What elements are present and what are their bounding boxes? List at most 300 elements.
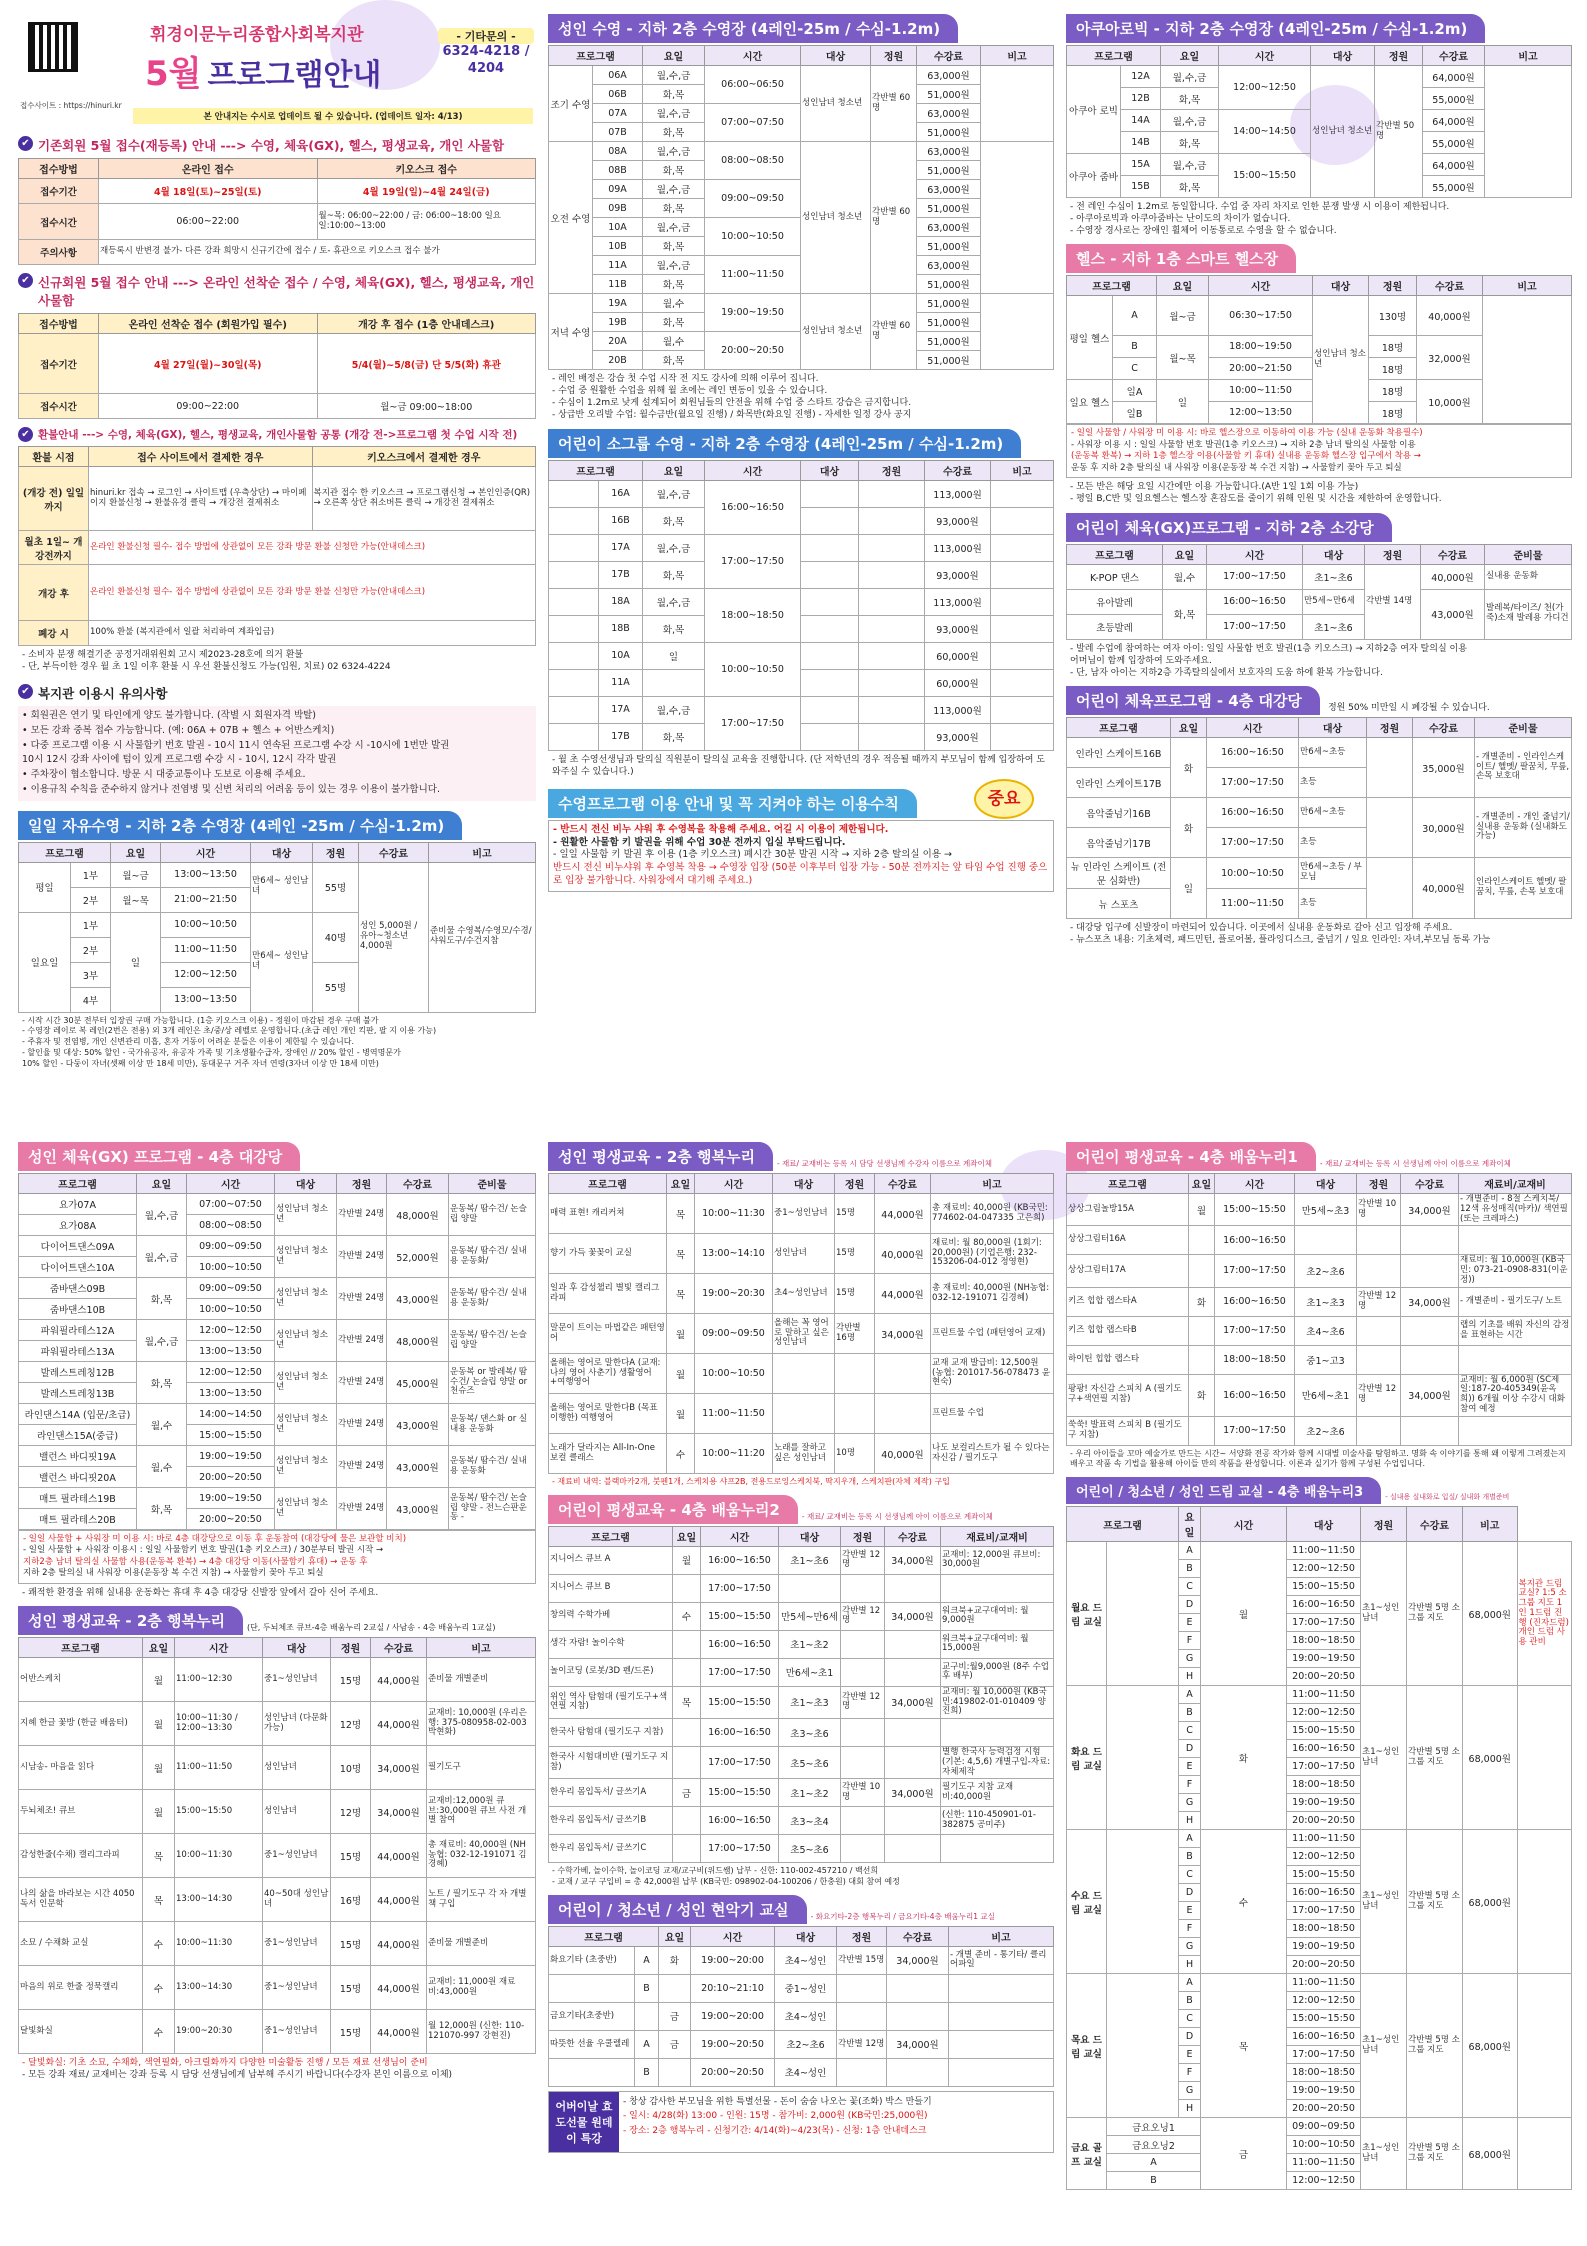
cell: 각반별 24명 xyxy=(337,1278,387,1320)
cell: 초1~성인남녀 xyxy=(1361,1830,1407,1974)
cell xyxy=(673,1835,701,1863)
cell: 온라인 접수 xyxy=(99,159,318,179)
cell: 09:00~09:50 xyxy=(187,1236,275,1257)
th: 시간 xyxy=(1201,1507,1287,1542)
table-row xyxy=(19,1194,536,1215)
note-line: - 주휴자 및 전염병, 개인 신변관리 미흡, 혼자 거동이 어려운 분들은 이용이 제한될 수 있습니다. xyxy=(22,1037,355,1047)
th: 대상 xyxy=(275,1174,337,1194)
th: 프로그램 xyxy=(1067,1174,1189,1194)
table-row xyxy=(549,1807,1054,1835)
cell: 16:00~16:50 xyxy=(1287,1740,1361,1758)
kids-swim-title: 어린이 소그룹 수영 - 지하 2층 수영장 (4레인-25m / 수심-1.2m) xyxy=(548,429,1021,458)
cell: 수 xyxy=(667,1434,695,1474)
cell: 감성한줄(수채) 캘리그라피 xyxy=(19,1834,143,1878)
cell xyxy=(1401,1226,1459,1255)
cell: 성인남녀 청소년 xyxy=(801,142,871,294)
site-label[interactable]: 접수사이트 : https://hinuri.kr xyxy=(20,101,122,110)
th: 요일 xyxy=(673,1526,701,1546)
cell: 15:00~15:50 xyxy=(701,1602,779,1630)
cell: 월,수,금 xyxy=(137,1194,187,1236)
th: 정원 xyxy=(1369,276,1417,296)
cell: 15:00~15:50 xyxy=(175,1790,263,1834)
table-row xyxy=(19,1236,536,1257)
cell: 16:00~16:50 xyxy=(701,1630,779,1658)
cell: 월 xyxy=(143,1658,175,1702)
adult-gx-table xyxy=(18,1173,536,1530)
cell: 아쿠아 로빅 xyxy=(1067,66,1121,154)
cell: 화,목 xyxy=(1161,88,1219,110)
cell: 15:00~15:50 xyxy=(1287,2010,1361,2028)
cell: 16:00~16:50 xyxy=(701,1546,779,1574)
cell xyxy=(949,2058,1054,2086)
th: 수강료 xyxy=(885,1526,941,1546)
daily-swim-table xyxy=(18,842,536,1013)
cell: 52,000원 xyxy=(387,1236,449,1278)
cell: 초3~초4 xyxy=(779,1807,841,1835)
cell: 복지관 접수 한 키오스크 → 프로그램신청 → 본인인증(QR) → 오른쪽 상단 취소버튼 클릭 → 개강전 결제취소 xyxy=(312,467,536,531)
cell: 12B xyxy=(1121,88,1161,110)
cell xyxy=(1357,1316,1401,1345)
cell: 키오스크에서 결제한 경우 xyxy=(312,447,536,467)
cell: 일 xyxy=(1171,858,1207,919)
cell: 온라인 환불신청 필수- 접수 방법에 상관없이 모든 강좌 방문 환불 신청만 가능(안내데스크) xyxy=(89,565,536,621)
cell: 20:00~20:50 xyxy=(691,2058,775,2086)
cell: 51,000원 xyxy=(917,275,981,294)
cell: 상상그림터17A xyxy=(1067,1255,1189,1287)
kids-sport-title: 어린이 체육프로그램 - 4층 대강당 xyxy=(1066,686,1320,715)
cell: 초등 xyxy=(1299,768,1367,798)
cell: 평일 xyxy=(19,862,71,912)
teaser-body xyxy=(619,2092,936,2152)
table-row xyxy=(549,1946,1054,1974)
cell xyxy=(835,1394,875,1434)
cell: 19:00~19:50 xyxy=(1287,1650,1361,1668)
cell: 11:00~11:50 xyxy=(1287,2154,1361,2172)
cell xyxy=(801,615,859,642)
cell: 중1~성인남녀 xyxy=(263,2010,331,2054)
cell xyxy=(801,534,859,561)
kids-edu2-title: 어린이 평생교육 - 4층 배움누리2 xyxy=(548,1495,798,1524)
cell: 19:00~20:30 xyxy=(175,2010,263,2054)
note-line: - 수학가베, 놀이수학, 놀이코딩 교재/교구비(위드쌤) 납부 - 신한: 110-002-457210 / 백선희 xyxy=(552,1866,879,1876)
cell: 20B xyxy=(593,351,643,370)
cell: E xyxy=(1179,1902,1201,1920)
cell: 10:00~11:50 xyxy=(1209,380,1313,402)
dream-head xyxy=(1066,1473,1572,1506)
table-row xyxy=(549,1719,1054,1747)
cell: 교재비: 월 6,000원 (SC제일:187-20-405349(윤옥희)) 6개월 이상 수강시 대화 참여 예정 xyxy=(1459,1374,1572,1416)
swim-rules-body xyxy=(548,820,1054,892)
table-row xyxy=(19,2010,536,2054)
cell xyxy=(949,2030,1054,2058)
cell: 금요오닝1 xyxy=(1107,2118,1201,2136)
cell: 월,수,금 xyxy=(643,588,705,615)
cell: 10:00~10:50 xyxy=(161,912,251,937)
table-row xyxy=(1067,1194,1572,1226)
cell: 63,000원 xyxy=(917,104,981,123)
note-line: - 할인율 및 대상: 50% 할인 - 국가유공자, 유공자 가족 및 기초생활수급자, 장애인 // 20% 할인 - 병역명문가 xyxy=(22,1047,401,1057)
cell: 발레스트레칭12B xyxy=(19,1362,137,1383)
cell: 교재비: 월 10,000원 (KB국민:419802-01-010409 양진희) xyxy=(941,1686,1054,1718)
th: 프로그램 xyxy=(19,1638,143,1658)
th: 재료비/교재비 xyxy=(1459,1174,1572,1194)
cell: 각반별 10명 xyxy=(1357,1194,1401,1226)
cell: 월~금 xyxy=(1157,296,1209,336)
cell xyxy=(1401,1416,1459,1445)
note-line: - 수심이 1.2m로 낮게 설계되어 회원님들의 안전을 위해 수업 중 스타트 강습은 금지합니다. xyxy=(552,398,912,409)
cell: 13:00~14:30 xyxy=(175,1878,263,1922)
cell: 48,000원 xyxy=(387,1320,449,1362)
cell: 130명 xyxy=(1369,296,1417,336)
cell: 18A xyxy=(599,588,643,615)
cell: 07B xyxy=(593,123,643,142)
cell: 월,수,금 xyxy=(137,1320,187,1362)
cell: 환불 시점 xyxy=(19,447,89,467)
table-row xyxy=(1067,1345,1572,1374)
cell: 20:00~20:50 xyxy=(1287,1812,1361,1830)
table-row xyxy=(549,1434,1054,1474)
th: 시간 xyxy=(1219,46,1311,66)
kids-edu1-table xyxy=(1066,1173,1572,1446)
th: 수강료 xyxy=(371,1638,427,1658)
cell: 월 xyxy=(667,1354,695,1394)
cell: 63,000원 xyxy=(917,142,981,161)
cell: 10:00~11:30 xyxy=(175,1834,263,1878)
cell: 16명 xyxy=(331,1878,371,1922)
cell: 17:00~17:50 xyxy=(1287,1758,1361,1776)
cell: E xyxy=(1179,1614,1201,1632)
cell: 키즈 힙합 랩스타B xyxy=(1067,1316,1189,1345)
th: 준비물 xyxy=(1485,544,1572,564)
teaser-line: - 장소: 2층 행복누리 - 신청기간: 4/14(화)~4/23(목) - 신청: 1층 안내데스크 xyxy=(623,2125,927,2136)
cell xyxy=(1517,2118,1572,2190)
cell: 실내용 운동화 xyxy=(1485,564,1572,589)
table-row xyxy=(1067,1830,1572,1848)
th: 정원 xyxy=(871,46,917,66)
th: 대상 xyxy=(1299,718,1367,738)
cell: 성인남녀 청소년 xyxy=(275,1320,337,1362)
cell: 성인남녀 청소년 xyxy=(275,1446,337,1488)
th: 정원 xyxy=(1357,1174,1401,1194)
cell xyxy=(841,1574,885,1602)
cell: 월 xyxy=(667,1394,695,1434)
cell: 20:00~20:50 xyxy=(1287,1956,1361,1974)
cell: 목 xyxy=(667,1234,695,1274)
th: 프로그램 xyxy=(549,1174,667,1194)
cell: 워크북+교구대여비: 월 15,000원 xyxy=(941,1630,1054,1658)
cell: B xyxy=(1179,1992,1201,2010)
cell: 11:00~11:50 xyxy=(1287,1542,1361,1560)
refund-heading xyxy=(18,427,536,442)
usage-line: (운동복 환복) → 지하 1층 헬스장 이용(사물함 키 휴대) 실내용 운동화 헬스장 입구에서 착용 → xyxy=(1071,451,1421,462)
cell xyxy=(841,1807,885,1835)
cell: 19:00~20:00 xyxy=(691,1946,775,1974)
cell: 인라인 스케이트17B xyxy=(1067,768,1171,798)
col-top-left xyxy=(18,10,536,1128)
table-row xyxy=(549,294,1054,313)
cell xyxy=(859,723,925,750)
table-row xyxy=(549,2058,1054,2086)
cell: 금요기타(초중반) xyxy=(549,2002,635,2030)
cell: 각반별 24명 xyxy=(337,1404,387,1446)
cell xyxy=(859,615,925,642)
cell: 51,000원 xyxy=(917,123,981,142)
cell: D xyxy=(1179,1740,1201,1758)
cell: H xyxy=(1179,1956,1201,1974)
cell: 월,수,금 xyxy=(643,218,705,237)
gym-title: 헬스 - 지하 1층 스마트 헬스장 xyxy=(1066,244,1296,273)
cell: 34,000원 xyxy=(885,1779,941,1807)
cell: B xyxy=(1179,1848,1201,1866)
cell: 금 xyxy=(659,2002,691,2030)
cell: 43,000원 xyxy=(387,1446,449,1488)
cell xyxy=(801,696,859,723)
cell xyxy=(841,1719,885,1747)
cell: 성인남녀 (다문화 가능) xyxy=(263,1702,331,1746)
cell: B xyxy=(1179,1560,1201,1578)
aqua-title: 아쿠아로빅 - 지하 2층 수영장 (4레인-25m / 수심-1.2m) xyxy=(1066,14,1485,43)
cell: 60,000원 xyxy=(925,669,991,696)
cell: A xyxy=(1179,1542,1201,1560)
cell: 15명 xyxy=(331,1834,371,1878)
cell: 각반별 15명 xyxy=(837,1946,887,1974)
th: 요일 xyxy=(143,1638,175,1658)
kids-swim-notes: - 월 초 수영선생님과 탈의실 직원분이 탈의실 교육을 진행합니다. (단 저학년의 경우 적응될 때까지 부모님이 함께 입장하여 도와주실 수 있습니다.) xyxy=(552,754,1045,777)
kids-gx-table xyxy=(1066,544,1572,640)
cell: 11:00~11:50 xyxy=(705,256,801,294)
note-line: - 상급반 오리발 수업: 월수금반(월요일 진행) / 화목반(화요일 진행) - 자세한 일정 강사 공지 xyxy=(552,410,912,421)
table-row xyxy=(1067,798,1572,828)
cell: 초3~초6 xyxy=(779,1719,841,1747)
cell: 12:00~12:50 xyxy=(1287,1848,1361,1866)
table-row xyxy=(549,534,1054,561)
cell: 총 재료비: 40,000원 (NH농협: 032-12-191071 김경혜) xyxy=(931,1274,1054,1314)
precautions-heading-text: 복지관 이용시 유의사항 xyxy=(38,686,168,702)
cell: 초2~초6 xyxy=(775,2030,837,2058)
usage-line: 운동 후 지하 2층 탈의실 내 사워장 이용(운동장 복 수건 지참) → 사물함키 꽂아 두고 퇴실 xyxy=(1071,462,1402,473)
adult-edu2-notes xyxy=(18,2054,536,2084)
th: 정원 xyxy=(337,1174,387,1194)
cell: 68,000원 xyxy=(1463,1686,1517,1830)
cell: 15명 xyxy=(331,1922,371,1966)
cell: 18:00~18:50 xyxy=(1287,1920,1361,1938)
cell xyxy=(659,2058,691,2086)
adult-gx-usage xyxy=(18,1530,536,1584)
note-line: - 교재 / 교구 구입비 = 총 42,000원 납부 (KB국민: 098902-04-100206 / 한충원) 대회 참여 예정 xyxy=(552,1877,900,1887)
cell: 2부 xyxy=(71,937,111,962)
cell: 요가08A xyxy=(19,1215,137,1236)
cell: G xyxy=(1179,1794,1201,1812)
cell: 09:00~09:50 xyxy=(187,1278,275,1299)
cell: 55,000원 xyxy=(1423,132,1485,154)
cell: 파워필라테스13A xyxy=(19,1341,137,1362)
cell: 16:00~16:50 xyxy=(1287,2028,1361,2046)
table-row xyxy=(549,1747,1054,1779)
cell: 총 재료비: 40,000원 (NH농협: 032-12-191071 김경혜) xyxy=(427,1834,536,1878)
cell: 40,000원 xyxy=(875,1434,931,1474)
th: 요일 xyxy=(1161,46,1219,66)
cell: 월 xyxy=(673,1546,701,1574)
cell: 상상그림터16A xyxy=(1067,1226,1189,1255)
cell xyxy=(885,1835,941,1863)
cell: 소묘 / 수채화 교실 xyxy=(19,1922,143,1966)
table-row xyxy=(1067,1416,1572,1445)
cell: 10:00~10:50 xyxy=(705,642,801,696)
cell: 34,000원 xyxy=(885,1686,941,1718)
cell: 말문이 트이는 마법같은 패턴영어 xyxy=(549,1314,667,1354)
cell: 월,수,금 xyxy=(1161,154,1219,176)
cell: A xyxy=(1113,296,1157,336)
cell: 화,목 xyxy=(643,723,705,750)
cell: 운동복/ 땀수건/ 실내용 운동화/ xyxy=(449,1236,536,1278)
cell: 화,목 xyxy=(643,237,705,256)
cell: 상상그림놀방15A xyxy=(1067,1194,1189,1226)
cell: 각반별 10명 xyxy=(841,1779,885,1807)
kids-edu2-head xyxy=(548,1491,1054,1526)
th: 대상 xyxy=(801,460,859,480)
cell: 44,000원 xyxy=(371,1702,427,1746)
th: 수강료 xyxy=(1407,1507,1463,1542)
th: 시간 xyxy=(705,460,801,480)
cell: 성인남녀 청소년 xyxy=(275,1236,337,1278)
cell: 월,수,금 xyxy=(643,142,705,161)
cell: 43,000원 xyxy=(387,1488,449,1530)
cell: 4월 18일(토)~25일(토) xyxy=(99,179,318,204)
table-row xyxy=(1067,296,1572,336)
cell: 발레복/타이즈/ 천(가죽)소재 발레용 가디건 xyxy=(1485,589,1572,639)
note-line: - 수업 중 원활한 수업을 위해 월 초에는 레인 변동이 있을 수 있습니다. xyxy=(552,386,828,397)
cell: 만6세~초등 xyxy=(1299,798,1367,828)
kids-edu1-body xyxy=(1067,1194,1572,1446)
cell: 17:00~17:50 xyxy=(701,1658,779,1686)
th: 요일 xyxy=(643,46,705,66)
cell: 중1~고3 xyxy=(1295,1345,1357,1374)
cell: 각반별 12명 xyxy=(1357,1374,1401,1416)
cell xyxy=(1367,738,1413,798)
th: 시간 xyxy=(701,1526,779,1546)
cell: 16:00~16:50 xyxy=(1215,1287,1295,1316)
table-row xyxy=(1067,1287,1572,1316)
cell: 성인남녀 청소년 xyxy=(275,1362,337,1404)
cell: 17:00~17:50 xyxy=(705,534,801,588)
th: 비고 xyxy=(1485,46,1572,66)
th: 수강료 xyxy=(887,1926,949,1946)
cell: 44,000원 xyxy=(371,1966,427,2010)
cell: 초4~성인 xyxy=(775,2058,837,2086)
rule-line: 반드시 전신 비누샤워 후 수영복 착용 → 수영장 입장 (50분 이후부터 입장 가능 - 50분 전까지는 앞 타임 수업 진행 중으로 입장 불가합니다. 사워장에서 대기해 주세요.) xyxy=(553,862,1048,887)
cell: 목 xyxy=(673,1686,701,1718)
cell: 11:00~11:50 xyxy=(175,1746,263,1790)
note-line: - 달빛화실: 기초 소묘, 수채화, 색연필화, 아크릴화까지 다양한 미술활동 진행 / 모든 재료 선생님이 준비 xyxy=(22,2058,428,2069)
cell: - 개별 준비 - 통기타/ 클리어파일 xyxy=(949,1946,1054,1974)
cell: 필기도구 지참 교재비:40,000원 xyxy=(941,1779,1054,1807)
cell: 40,000원 xyxy=(1421,564,1485,589)
table-row xyxy=(549,1274,1054,1314)
th: 정원 xyxy=(1367,718,1413,738)
table-row xyxy=(19,1404,536,1425)
usage-line: - 일일 사물함 + 사워장 이용시 : 일일 사물함키 번호 발권(1층 키오스크) / 30분부터 발권 시작 → xyxy=(23,1545,384,1556)
cell: 놀이코딩 (로봇/3D 펜/드론) xyxy=(549,1658,673,1686)
table-row xyxy=(549,669,1054,696)
table-row xyxy=(549,2002,1054,2030)
cell: 재등록시 반변경 불가- 다른 강좌 희망시 신규기간에 접수 / 토- 휴관으로 키오스크 접수 불가 xyxy=(99,240,536,265)
th: 정원 xyxy=(1365,544,1421,564)
cell: A xyxy=(1179,1686,1201,1704)
aqua-table xyxy=(1066,45,1572,198)
cell: 목 xyxy=(667,1274,695,1314)
kids-sport-notes xyxy=(1066,919,1572,949)
cell xyxy=(549,615,599,642)
cell xyxy=(549,507,599,534)
cell: 성인남녀 xyxy=(773,1234,835,1274)
table-row xyxy=(549,1314,1054,1354)
cell xyxy=(991,642,1054,669)
cell: 달빛화실 xyxy=(19,2010,143,2054)
cell: 화,목 xyxy=(1161,176,1219,198)
cell: 34,000원 xyxy=(887,1946,949,1974)
adult-happy-title: 성인 평생교육 - 2층 행복누리 xyxy=(548,1142,773,1171)
gym-notes xyxy=(1066,478,1572,508)
cell: 각반별 12명 xyxy=(841,1546,885,1574)
cell: 13:00~14:30 xyxy=(175,1966,263,2010)
adult-edu2-head xyxy=(18,1602,536,1637)
table-row xyxy=(549,1779,1054,1807)
cell xyxy=(1459,1226,1572,1255)
cell: 08A xyxy=(593,142,643,161)
cell xyxy=(779,1574,841,1602)
cell: 12:00~12:50 xyxy=(1287,1992,1361,2010)
cell xyxy=(885,1807,941,1835)
cell: - 개별준비 - 필기도구/ 노트 xyxy=(1459,1287,1572,1316)
cell: 일B xyxy=(1113,402,1157,424)
newmem-heading-text: 신규회원 5월 접수 안내 ---> 온라인 선착순 접수 / 수영, 체육(GX), 헬스, 평생교육, 개인 사물함 xyxy=(38,275,535,308)
cell: 19:00~20:30 xyxy=(695,1274,773,1314)
cell xyxy=(859,534,925,561)
cell: D xyxy=(1179,2028,1201,2046)
cell: 09B xyxy=(593,199,643,218)
cell: 화 xyxy=(659,1946,691,1974)
cell: 63,000원 xyxy=(917,180,981,199)
cell: 월요 드림 교실 xyxy=(1067,1542,1107,1686)
cell xyxy=(1367,858,1413,919)
note-line: - 뉴스포츠 내용: 기초체력, 패드민턴, 플로어볼, 플라잉디스크, 줄넘기 / 일요 인라인: 자녀,부모님 동록 가능 xyxy=(1070,935,1491,946)
cell: 44,000원 xyxy=(875,1274,931,1314)
th: 비고 xyxy=(1463,1507,1517,1542)
rule-line: - 반드시 전신 비누 샤워 후 수영복을 착용해 주세요. 어길 시 이용이 제한됩니다. xyxy=(553,823,889,835)
cell xyxy=(991,534,1054,561)
cell: 초1~초3 xyxy=(1295,1287,1357,1316)
cell: 15B xyxy=(1121,176,1161,198)
cell xyxy=(1357,1416,1401,1445)
cell: 각반별 24명 xyxy=(337,1320,387,1362)
th: 대상 xyxy=(773,1174,835,1194)
qr-code-icon[interactable] xyxy=(28,22,78,72)
cell: 각반별 5명 소그룹 지도 xyxy=(1407,1542,1463,1686)
music-head xyxy=(548,1891,1054,1926)
cell: 17A xyxy=(599,696,643,723)
kids-edu2-table xyxy=(548,1526,1054,1864)
cell: 각반별 24명 xyxy=(337,1446,387,1488)
cell: 생각 자람! 놀이수학 xyxy=(549,1630,673,1658)
cell: 68,000원 xyxy=(1463,1542,1517,1686)
gym-table xyxy=(1066,275,1572,424)
cell: 금요 골프 교실 xyxy=(1067,2118,1107,2190)
cell: 월,수,금 xyxy=(137,1236,187,1278)
cell: 12명 xyxy=(331,1790,371,1834)
cell: B xyxy=(1179,1704,1201,1722)
note-line: - 수영장 레이로 복 레인(2번은 전용) 외 3개 레인은 초/중/상 레벨로 운영합니다.(초급 레인 개인 킥판, 팔 지 이용 가능) xyxy=(22,1026,437,1036)
cell: 1부 xyxy=(71,862,111,887)
